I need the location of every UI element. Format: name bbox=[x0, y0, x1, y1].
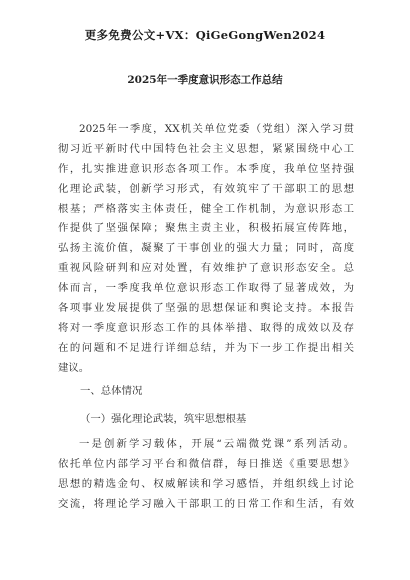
paragraph-line: 根基；严格落实主体责任，健全工作机制，为意识形态工 bbox=[58, 202, 354, 215]
paragraph-line: 一是创新学习载体，开展“云端微党课”系列活动。 bbox=[79, 438, 354, 450]
section-heading: 一、总体情况 bbox=[80, 385, 143, 397]
paragraph-line: 重视风险研判和应对处置，有效维护了意识形态安全。总 bbox=[58, 262, 354, 275]
paragraph-line: 建议。 bbox=[58, 361, 90, 374]
paragraph-line: 思想的精选金句、权威解读和学习感悟，并组织线上讨论 bbox=[58, 477, 354, 490]
paragraph-line: 各项事业发展提供了坚强的思想保证和舆论支持。本报告 bbox=[58, 302, 354, 315]
paragraph-line: 彻习近平新时代中国特色社会主义思想，紧紧围绕中心工 bbox=[58, 142, 354, 155]
paragraph-line: 交流，将理论学习融入干部职工的日常工作和生活，有效 bbox=[58, 497, 354, 510]
body-paragraph bbox=[58, 435, 354, 515]
paragraph-line: 作，扎实推进意识形态各项工作。本季度，我单位坚持强 bbox=[58, 162, 354, 175]
paragraph-line: 体而言，一季度我单位意识形态工作取得了显著成效，为 bbox=[58, 282, 354, 295]
paragraph-line: 在的问题和不足进行详细总结，并为下一步工作提出相关 bbox=[58, 341, 354, 354]
subsection-heading: （一）强化理论武装，筑牢思想根基 bbox=[80, 413, 247, 425]
paragraph-line: 将对一季度意识形态工作的具体举措、取得的成效以及存 bbox=[58, 321, 354, 334]
paragraph-line: 弘扬主流价值，凝聚了干事创业的强大力量；同时，高度 bbox=[58, 242, 354, 255]
paragraph-line: 作提供了坚强保障；聚焦主责主业，积极拓展宣传阵地， bbox=[58, 222, 354, 235]
paragraph-line: 2025年一季度，XX机关单位党委（党组）深入学习贯 bbox=[79, 123, 354, 135]
watermark-header: 更多免费公文+VX：QiGeGongWen2024 bbox=[84, 28, 326, 42]
paragraph-line: 依托单位内部学习平台和微信群，每日推送《重要思想》 bbox=[58, 457, 354, 470]
paragraph-line: 化理论武装，创新学习形式，有效筑牢了干部职工的思想 bbox=[58, 182, 354, 195]
document-title: 2025年一季度意识形态工作总结 bbox=[127, 74, 283, 86]
intro-paragraph bbox=[58, 120, 354, 379]
